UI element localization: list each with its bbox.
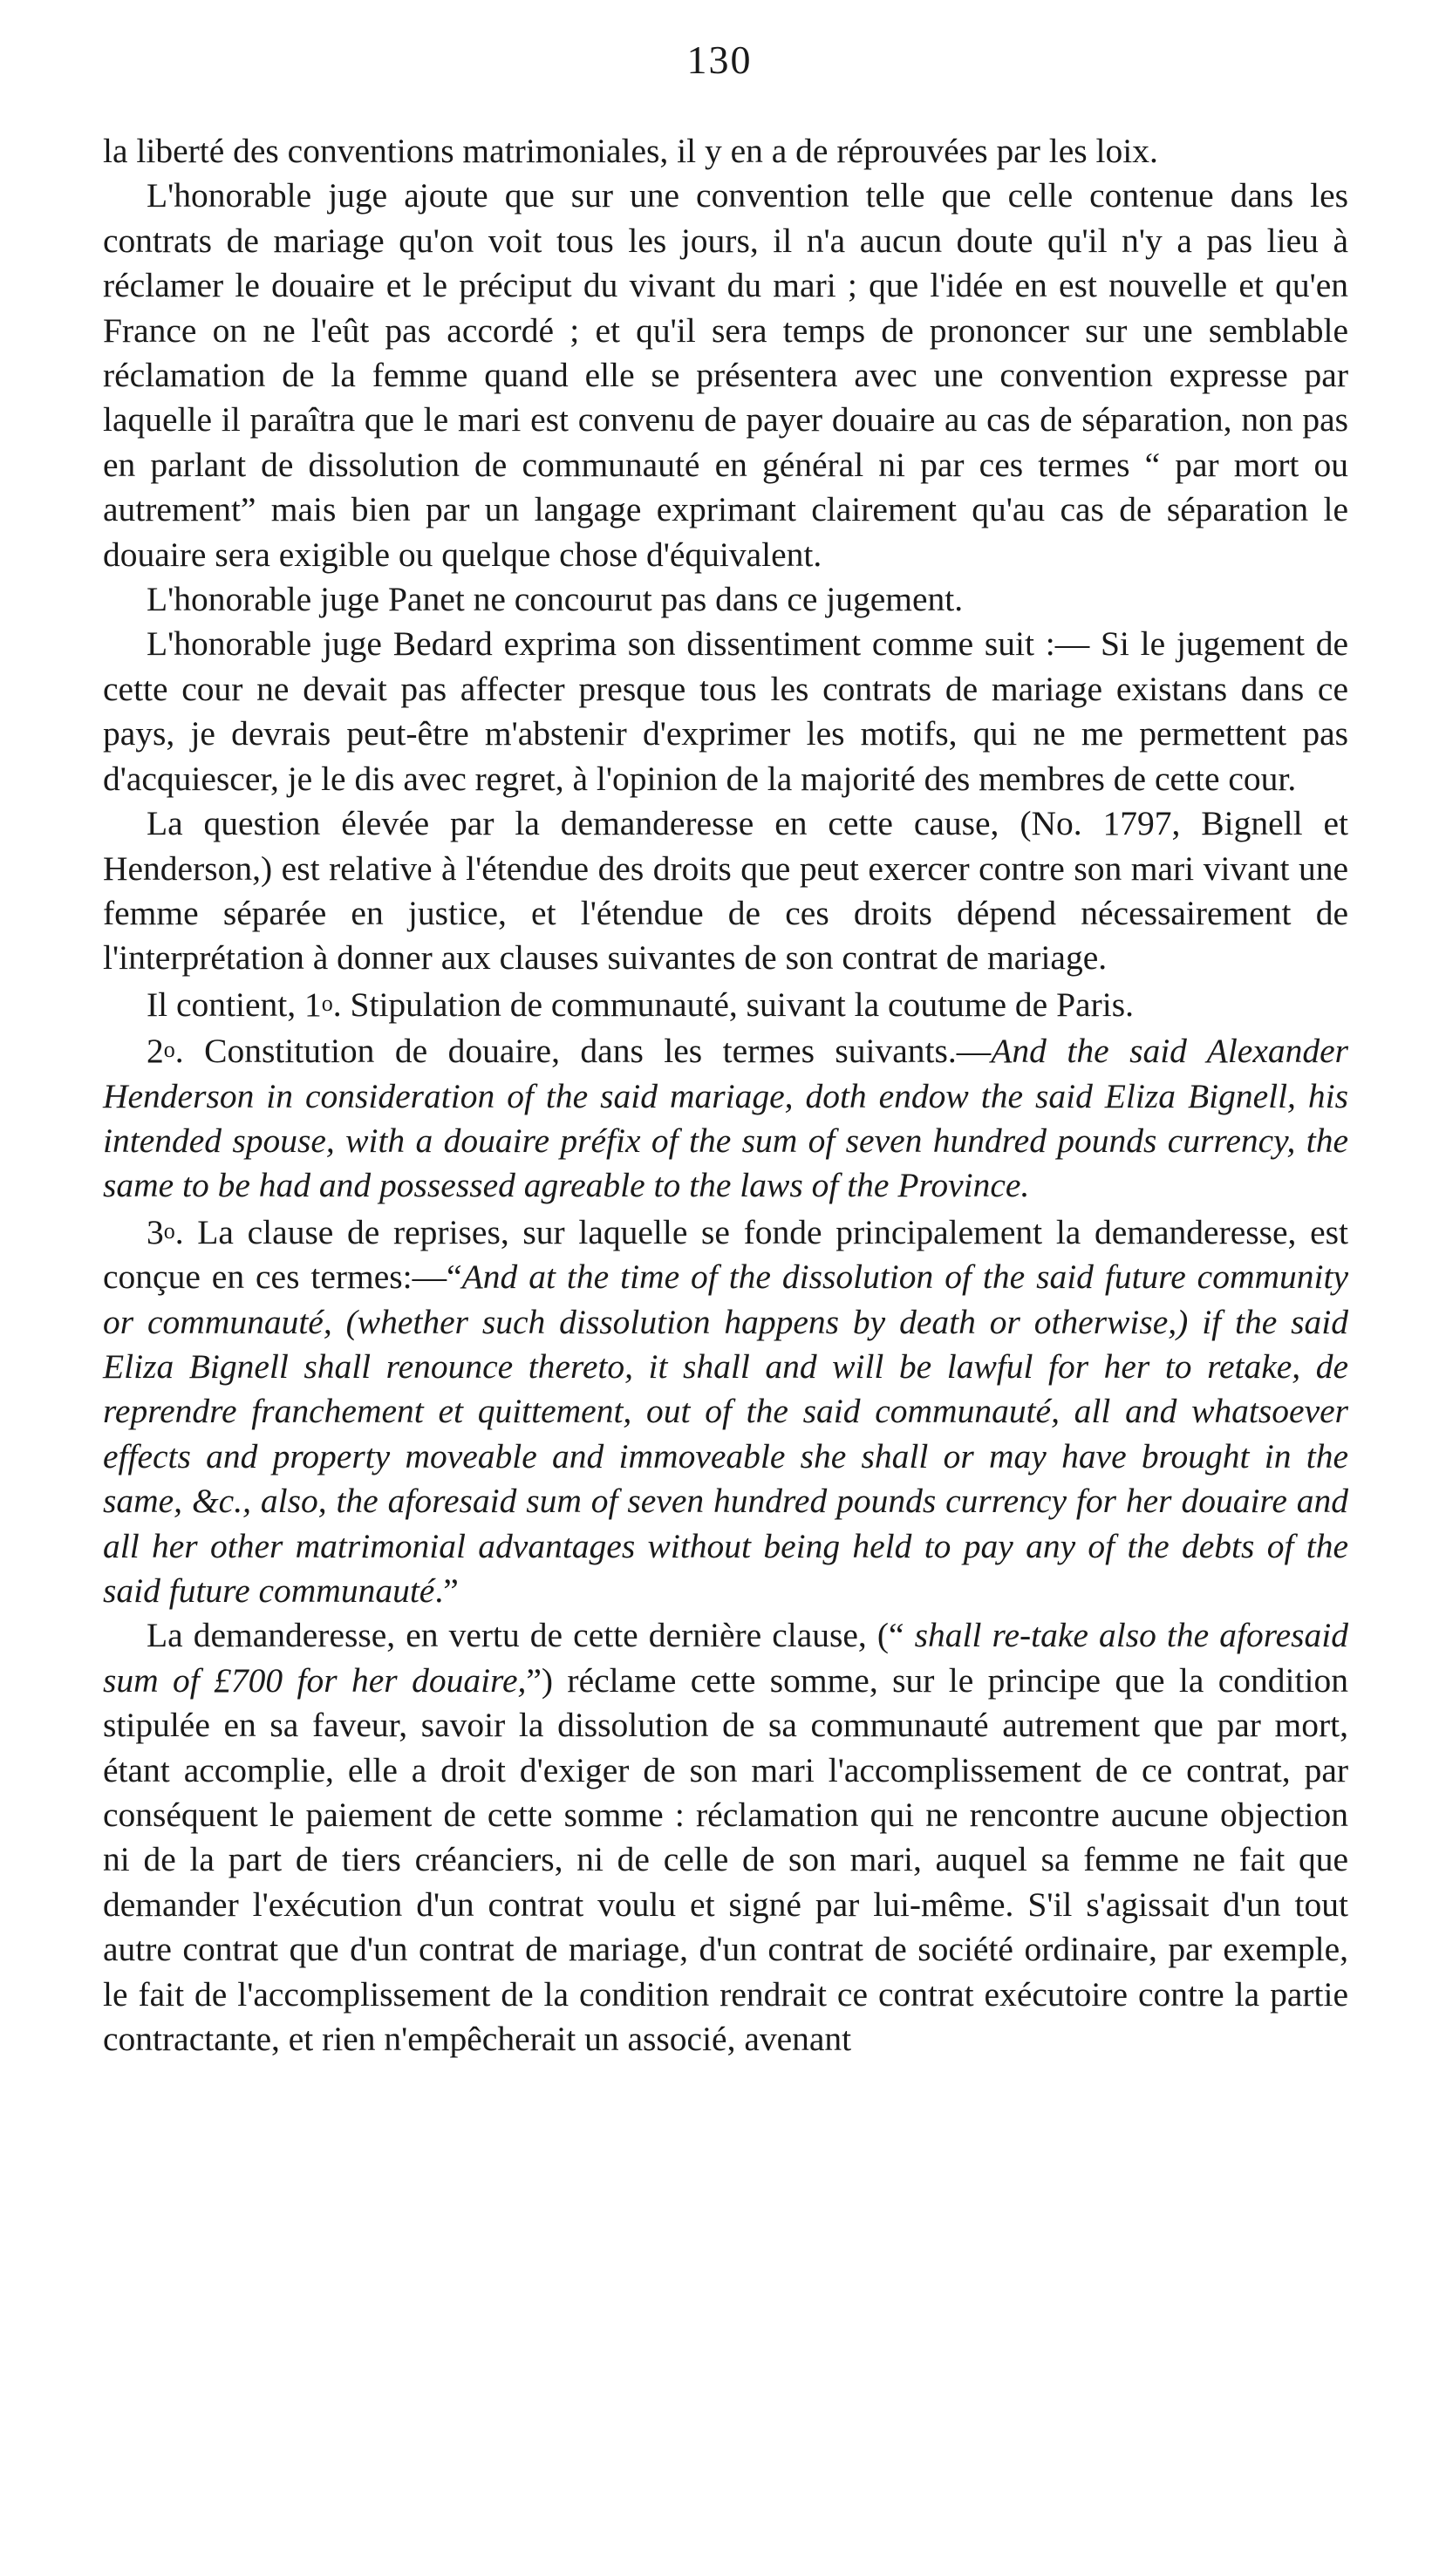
claim-quote-italic: shall re-take also the aforesaid sum of £700 for her douaire,: [103, 1616, 1349, 1700]
paragraph: L'honorable juge Panet ne concourut pas dans ce jugement.: [147, 580, 964, 619]
paragraph: la liberté des conventions matrimoniales, il y en a de réprouvées par les loix.: [103, 132, 1158, 170]
paragraph-clause-3: [103, 1209, 1348, 1614]
clause-prefix: Il contient, 1: [147, 985, 322, 1024]
clause-quote-italic: And the said Alexander Henderson in consideration of the said mariage, doth endow the said Eliza Bignell, his intended spouse, with a douaire préfix of the sum of seven hundred pounds currency, the same to be had and possessed agreable to the laws of the Province.: [103, 1032, 1349, 1205]
clause-prefix: 3: [147, 1212, 164, 1251]
paragraph-claim: [103, 1613, 1348, 2061]
body-text: [103, 129, 1348, 2061]
paragraph-clause-2: [103, 1027, 1348, 1209]
clause-prefix: 2: [147, 1032, 164, 1071]
ordinal-mark: o: [163, 1037, 175, 1063]
paragraph-clause-1: [103, 981, 1348, 1027]
claim-rest: ”) réclame cette somme, sur le principe que la condition stipulée en sa faveur, savoir la dissolution de sa communauté autrement que par mort, étant accomplie, elle a droit d'exiger de son mari l'accomplissement de ce contrat, par conséquent le paiement de cette somme : réclamation qui ne rencontre aucune objection ni de la part de tiers créanciers, ni de celle de son mari, auquel sa femme ne fait que demander l'exécution d'un contrat voulu et signé par lui-même. S'il s'agissait d'un tout autre contrat que d'un contrat de mariage, d'un contrat de société ordinaire, par exemple, le fait de l'accomplissement de la condition rendrait ce contrat exécutoire contre la partie contractante, et rien n'empêcherait un associé, avenant: [103, 1660, 1348, 2059]
claim-text: La demanderesse, en vertu de cette dernière clause, (“: [147, 1616, 915, 1655]
clause-text: . Constitution de douaire, dans les termes suivants.—: [174, 1032, 992, 1071]
paragraph: L'honorable juge Bedard exprima son dissentiment comme suit :— Si le jugement de cette cour ne devait pas affecter presque tous les contrats de mariage existans dans ce pays, je devrais peut-être m'abstenir d'exprimer les motifs, qui ne me permettent pas d'acquiescer, je le dis avec regret, à l'opinion de la majorité des membres de cette cour.: [103, 624, 1348, 798]
clause-text: . La clause de reprises, sur laquelle se fonde principalement la demanderesse, est conçue en ces termes:—“: [103, 1212, 1348, 1297]
paragraph: L'honorable juge ajoute que sur une convention telle que celle contenue dans les contrats de mariage qu'on voit tous les jours, il n'a aucun doute qu'il n'y a pas lieu à réclamer le douaire et le préciput du vivant du mari ; que l'idée en est nouvelle et qu'en France on ne l'eût pas accordé ; et qu'il sera temps de prononcer sur une semblable réclamation de la femme quand elle se présentera avec une convention expresse par laquelle il paraîtra que le mari est convenu de payer douaire au cas de séparation, non pas en parlant de dissolution de communauté en général ni par ces termes “ par mort ou autrement” mais bien par un langage exprimant clairement qu'au cas de séparation le douaire sera exigible ou quelque chose d'équivalent.: [103, 176, 1348, 574]
ordinal-mark: o: [163, 1217, 175, 1244]
ordinal-mark: o: [321, 990, 333, 1016]
page-number: 130: [686, 37, 753, 82]
quote-close: .”: [434, 1571, 459, 1610]
paragraph: La question élevée par la demanderesse en cette cause, (No. 1797, Bignell et Henderson,) est relative à l'étendue des droits que peut exercer contre son mari vivant une femme séparée en justice, et l'étendue de ces droits dépend nécessairement de l'interprétation à donner aux clauses suivantes de son contrat de mariage.: [103, 804, 1348, 978]
clause-quote-italic: And at the time of the dissolution of the said future community or communauté, (whether such dissolution happens by death or otherwise,) if the said Eliza Bignell shall renounce thereto, it shall and will be lawful for her to retake, de reprendre franchement et quittement, out of the said communauté, all and whatsoever effects and property moveable and immoveable she shall or may have brought in the same, &c., also, the aforesaid sum of seven hundred pounds currency for her douaire and all her other matrimonial advantages without being held to pay any of the debts of the said future communauté: [103, 1257, 1348, 1610]
clause-text: . Stipulation de communauté, suivant la coutume de Paris.: [332, 985, 1134, 1024]
